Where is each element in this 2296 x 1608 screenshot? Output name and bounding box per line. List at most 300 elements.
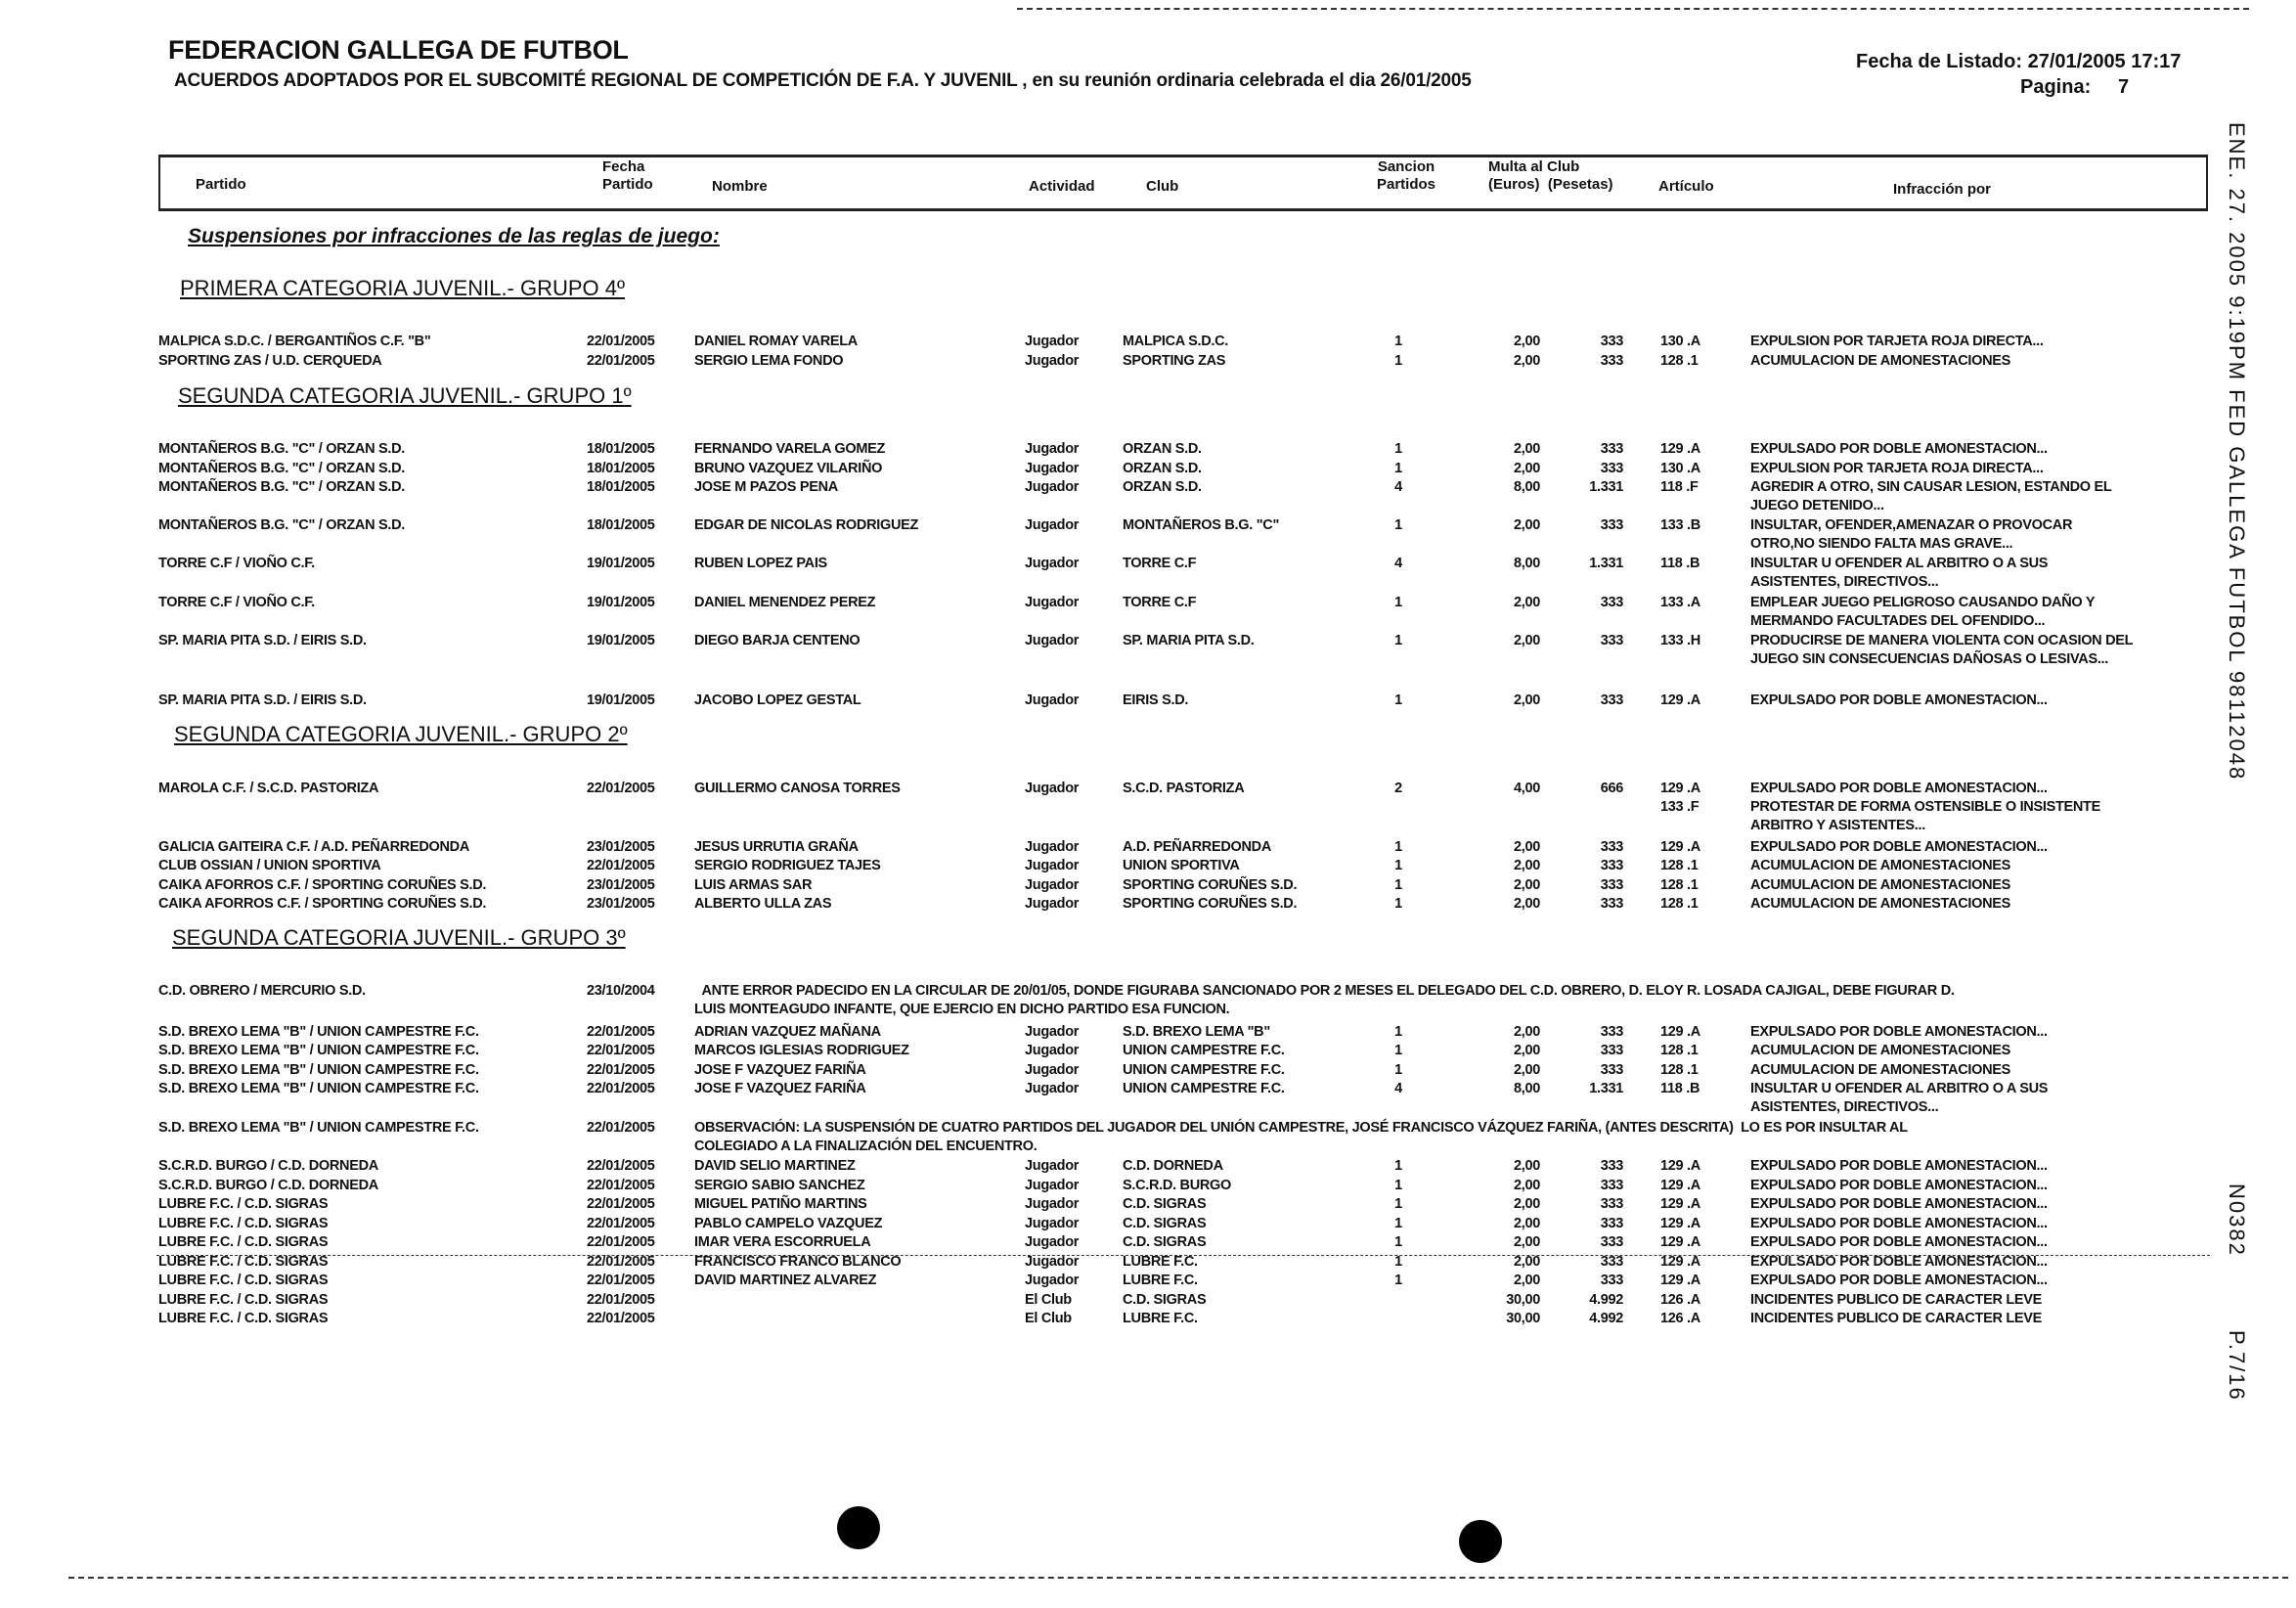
cell-actividad: Jugador bbox=[1025, 1158, 1080, 1174]
cell-fecha: 19/01/2005 bbox=[587, 595, 655, 610]
cell-sancion: 1 bbox=[1394, 595, 1402, 610]
cell-infraccion: EXPULSADO POR DOBLE AMONESTACION... bbox=[1750, 1234, 2048, 1250]
cell-nombre: GUILLERMO CANOSA TORRES bbox=[694, 781, 901, 796]
cell-pesetas: 333 bbox=[1600, 1158, 1623, 1174]
cell-club: TORRE C.F bbox=[1123, 556, 1197, 571]
cell-club: SPORTING CORUÑES S.D. bbox=[1123, 896, 1298, 912]
cell-partido: MONTAÑEROS B.G. "C" / ORZAN S.D. bbox=[158, 441, 405, 457]
cell-euros: 2,00 bbox=[1513, 517, 1540, 533]
cell-infraccion: EXPULSADO POR DOBLE AMONESTACION... bbox=[1750, 1158, 2048, 1174]
cell-club: UNION CAMPESTRE F.C. bbox=[1123, 1043, 1285, 1058]
cell-fecha: 23/10/2004 bbox=[587, 983, 655, 999]
cell-pesetas: 333 bbox=[1600, 633, 1623, 648]
page-label: Pagina: bbox=[2020, 76, 2092, 98]
cell-fecha: 22/01/2005 bbox=[587, 1024, 655, 1040]
cell-infraccion: EXPULSADO POR DOBLE AMONESTACION... bbox=[1750, 1196, 2048, 1212]
cell-nombre: DAVID MARTINEZ ALVAREZ bbox=[694, 1273, 877, 1288]
cell-nombre: ALBERTO ULLA ZAS bbox=[694, 896, 832, 912]
cell-euros: 2,00 bbox=[1513, 441, 1540, 457]
cell-infraccion: ACUMULACION DE AMONESTACIONES bbox=[1750, 896, 2010, 912]
col-actividad: Actividad bbox=[1029, 178, 1095, 195]
cell-articulo: 118 .B bbox=[1660, 556, 1700, 571]
cell-articulo: 126 .A bbox=[1660, 1311, 1700, 1326]
cell-actividad: Jugador bbox=[1025, 692, 1080, 708]
cell-club: A.D. PEÑARREDONDA bbox=[1123, 839, 1271, 855]
fax-edge-bottom bbox=[68, 1577, 2288, 1579]
cell-partido: LUBRE F.C. / C.D. SIGRAS bbox=[158, 1292, 329, 1308]
cell-actividad: Jugador bbox=[1025, 334, 1080, 349]
group-heading: PRIMERA CATEGORIA JUVENIL.- GRUPO 4º bbox=[180, 276, 626, 300]
cell-fecha: 22/01/2005 bbox=[587, 1196, 655, 1212]
cell-articulo: 128 .1 bbox=[1660, 1062, 1699, 1078]
cell-euros: 2,00 bbox=[1513, 858, 1540, 873]
page-value: 7 bbox=[2118, 76, 2130, 98]
cell-nombre: DANIEL MENENDEZ PEREZ bbox=[694, 595, 876, 610]
cell-euros: 2,00 bbox=[1513, 595, 1540, 610]
cell-pesetas: 333 bbox=[1600, 896, 1623, 912]
cell-nombre: FRANCISCO FRANCO BLANCO bbox=[694, 1254, 902, 1270]
cell-articulo: 129 .A 133 .F bbox=[1660, 781, 1700, 815]
cell-actividad: Jugador bbox=[1025, 1196, 1080, 1212]
listing-date: Fecha de Listado: 27/01/2005 17:17 bbox=[1856, 51, 2182, 72]
cell-pesetas: 333 bbox=[1600, 1024, 1623, 1040]
cell-sancion: 1 bbox=[1394, 1158, 1402, 1174]
cell-euros: 8,00 bbox=[1513, 1081, 1540, 1096]
document-subtitle: ACUERDOS ADOPTADOS POR EL SUBCOMITÉ REGIONAL DE COMPETICIÓN DE F.A. Y JUVENIL , en su reunión ordinaria celebrada el dia 26/01/2005 bbox=[174, 70, 1472, 91]
cell-euros: 2,00 bbox=[1513, 1196, 1540, 1212]
cell-sancion: 1 bbox=[1394, 441, 1402, 457]
cell-sancion: 1 bbox=[1394, 1043, 1402, 1058]
cell-nombre: FERNANDO VARELA GOMEZ bbox=[694, 441, 886, 457]
cell-nombre: PABLO CAMPELO VAZQUEZ bbox=[694, 1216, 883, 1231]
cell-euros: 2,00 bbox=[1513, 334, 1540, 349]
cell-partido: LUBRE F.C. / C.D. SIGRAS bbox=[158, 1273, 329, 1288]
cell-fecha: 22/01/2005 bbox=[587, 1311, 655, 1326]
group-heading: SEGUNDA CATEGORIA JUVENIL.- GRUPO 2º bbox=[174, 722, 628, 746]
cell-infraccion: ACUMULACION DE AMONESTACIONES bbox=[1750, 353, 2010, 369]
cell-fecha: 22/01/2005 bbox=[587, 334, 655, 349]
cell-sancion: 1 bbox=[1394, 1254, 1402, 1270]
cell-partido: LUBRE F.C. / C.D. SIGRAS bbox=[158, 1196, 329, 1212]
cell-sancion: 1 bbox=[1394, 353, 1402, 369]
cell-nombre: ADRIAN VAZQUEZ MAÑANA bbox=[694, 1024, 881, 1040]
cell-euros: 2,00 bbox=[1513, 353, 1540, 369]
cell-pesetas: 333 bbox=[1600, 1254, 1623, 1270]
cell-club: S.C.R.D. BURGO bbox=[1123, 1178, 1232, 1193]
cell-actividad: Jugador bbox=[1025, 1216, 1080, 1231]
cell-articulo: 129 .A bbox=[1660, 1196, 1700, 1212]
cell-actividad: Jugador bbox=[1025, 1081, 1080, 1096]
cell-partido: TORRE C.F / VIOÑO C.F. bbox=[158, 595, 315, 610]
cell-pesetas: 333 bbox=[1600, 1196, 1623, 1212]
cell-articulo: 129 .A bbox=[1660, 1158, 1700, 1174]
cell-articulo: 133 .H bbox=[1660, 633, 1700, 648]
cell-partido: LUBRE F.C. / C.D. SIGRAS bbox=[158, 1311, 329, 1326]
cell-pesetas: 1.331 bbox=[1589, 1081, 1623, 1096]
cell-euros: 2,00 bbox=[1513, 692, 1540, 708]
cell-euros: 8,00 bbox=[1513, 479, 1540, 495]
cell-pesetas: 333 bbox=[1600, 353, 1623, 369]
cell-fecha: 22/01/2005 bbox=[587, 1081, 655, 1096]
cell-infraccion: EXPULSADO POR DOBLE AMONESTACION... bbox=[1750, 1178, 2048, 1193]
cell-fecha: 19/01/2005 bbox=[587, 633, 655, 648]
cell-sancion: 4 bbox=[1394, 556, 1402, 571]
cell-euros: 2,00 bbox=[1513, 839, 1540, 855]
cell-infraccion: EXPULSADO POR DOBLE AMONESTACION... PROTESTAR DE FORMA OSTENSIBLE O INSISTENTE ARBITRO Y ASISTENTES... bbox=[1750, 781, 2100, 833]
cell-actividad: Jugador bbox=[1025, 1273, 1080, 1288]
cell-nombre: LUIS ARMAS SAR bbox=[694, 877, 813, 893]
cell-fecha: 18/01/2005 bbox=[587, 461, 655, 476]
cell-euros: 2,00 bbox=[1513, 1216, 1540, 1231]
cell-actividad: Jugador bbox=[1025, 633, 1080, 648]
cell-infraccion: EXPULSION POR TARJETA ROJA DIRECTA... bbox=[1750, 334, 2044, 349]
cell-club: C.D. SIGRAS bbox=[1123, 1234, 1207, 1250]
cell-euros: 2,00 bbox=[1513, 633, 1540, 648]
cell-club: S.D. BREXO LEMA "B" bbox=[1123, 1024, 1270, 1040]
cell-sancion: 1 bbox=[1394, 1024, 1402, 1040]
cell-club: ORZAN S.D. bbox=[1123, 479, 1202, 495]
cell-observacion: OBSERVACIÓN: LA SUSPENSIÓN DE CUATRO PARTIDOS DEL JUGADOR DEL UNIÓN CAMPESTRE, JOSÉ FRANCISCO VÁZQUEZ FARIÑA, (ANTES DESCRITA) LO ES POR INSULTAR AL COLEGIADO A LA FINALIZACIÓN DEL ENCUENTRO. bbox=[694, 1120, 1908, 1154]
cell-articulo: 118 .B bbox=[1660, 1081, 1700, 1096]
cell-actividad: El Club bbox=[1025, 1311, 1072, 1326]
cell-pesetas: 333 bbox=[1600, 1062, 1623, 1078]
cell-infraccion: EXPULSADO POR DOBLE AMONESTACION... bbox=[1750, 1024, 2048, 1040]
cell-partido: MALPICA S.D.C. / BERGANTIÑOS C.F. "B" bbox=[158, 334, 431, 349]
cell-infraccion: INSULTAR U OFENDER AL ARBITRO O A SUS ASISTENTES, DIRECTIVOS... bbox=[1750, 556, 2049, 590]
cell-club: S.C.D. PASTORIZA bbox=[1123, 781, 1245, 796]
cell-actividad: Jugador bbox=[1025, 353, 1080, 369]
cell-articulo: 128 .1 bbox=[1660, 1043, 1699, 1058]
cell-club: MONTAÑEROS B.G. "C" bbox=[1123, 517, 1280, 533]
cell-euros: 8,00 bbox=[1513, 556, 1540, 571]
cell-partido: C.D. OBRERO / MERCURIO S.D. bbox=[158, 983, 366, 999]
cell-euros: 2,00 bbox=[1513, 1158, 1540, 1174]
cell-club: UNION CAMPESTRE F.C. bbox=[1123, 1062, 1285, 1078]
cell-fecha: 22/01/2005 bbox=[587, 1062, 655, 1078]
cell-articulo: 129 .A bbox=[1660, 692, 1700, 708]
cell-fecha: 18/01/2005 bbox=[587, 441, 655, 457]
cell-pesetas: 4.992 bbox=[1589, 1311, 1623, 1326]
cell-infraccion: EXPULSADO POR DOBLE AMONESTACION... bbox=[1750, 441, 2048, 457]
cell-articulo: 129 .A bbox=[1660, 441, 1700, 457]
cell-infraccion: INCIDENTES PUBLICO DE CARACTER LEVE bbox=[1750, 1311, 2043, 1326]
cell-infraccion: PRODUCIRSE DE MANERA VIOLENTA CON OCASION DEL JUEGO SIN CONSECUENCIAS DAÑOSAS O LESIVAS... bbox=[1750, 633, 2134, 667]
cell-sancion: 1 bbox=[1394, 692, 1402, 708]
cell-euros: 2,00 bbox=[1513, 1024, 1540, 1040]
cell-pesetas: 333 bbox=[1600, 1234, 1623, 1250]
cell-sancion: 1 bbox=[1394, 1196, 1402, 1212]
cell-euros: 2,00 bbox=[1513, 1043, 1540, 1058]
col-club: Club bbox=[1146, 178, 1179, 195]
cell-actividad: Jugador bbox=[1025, 461, 1080, 476]
cell-sancion: 4 bbox=[1394, 1081, 1402, 1096]
cell-club: MALPICA S.D.C. bbox=[1123, 334, 1229, 349]
cell-infraccion: EXPULSADO POR DOBLE AMONESTACION... bbox=[1750, 1216, 2048, 1231]
cell-infraccion: ACUMULACION DE AMONESTACIONES bbox=[1750, 877, 2010, 893]
cell-articulo: 129 .A bbox=[1660, 1178, 1700, 1193]
cell-nombre: SERGIO RODRIGUEZ TAJES bbox=[694, 858, 881, 873]
cell-nombre: SERGIO LEMA FONDO bbox=[694, 353, 844, 369]
cell-pesetas: 333 bbox=[1600, 877, 1623, 893]
cell-club: UNION SPORTIVA bbox=[1123, 858, 1240, 873]
cell-partido: MONTAÑEROS B.G. "C" / ORZAN S.D. bbox=[158, 461, 405, 476]
cell-sancion: 1 bbox=[1394, 1273, 1402, 1288]
cell-fecha: 22/01/2005 bbox=[587, 1273, 655, 1288]
col-multa: Multa al Club (Euros) (Pesetas) bbox=[1488, 158, 1613, 193]
cell-partido: LUBRE F.C. / C.D. SIGRAS bbox=[158, 1216, 329, 1231]
document-title: FEDERACION GALLEGA DE FUTBOL bbox=[168, 35, 629, 65]
cell-fecha: 22/01/2005 bbox=[587, 1158, 655, 1174]
col-partido: Partido bbox=[196, 176, 246, 193]
cell-partido: MONTAÑEROS B.G. "C" / ORZAN S.D. bbox=[158, 479, 405, 495]
cell-pesetas: 333 bbox=[1600, 461, 1623, 476]
cell-nombre: DIEGO BARJA CENTENO bbox=[694, 633, 861, 648]
cell-club: LUBRE F.C. bbox=[1123, 1311, 1198, 1326]
cell-pesetas: 333 bbox=[1600, 1273, 1623, 1288]
cell-fecha: 22/01/2005 bbox=[587, 353, 655, 369]
cell-club: ORZAN S.D. bbox=[1123, 461, 1202, 476]
cell-pesetas: 4.992 bbox=[1589, 1292, 1623, 1308]
cell-fecha: 22/01/2005 bbox=[587, 858, 655, 873]
cell-articulo: 129 .A bbox=[1660, 1216, 1700, 1231]
cell-nombre: EDGAR DE NICOLAS RODRIGUEZ bbox=[694, 517, 919, 533]
cell-partido: S.D. BREXO LEMA "B" / UNION CAMPESTRE F.C. bbox=[158, 1120, 479, 1136]
cell-euros: 2,00 bbox=[1513, 896, 1540, 912]
cell-pesetas: 1.331 bbox=[1589, 479, 1623, 495]
cell-fecha: 22/01/2005 bbox=[587, 1120, 655, 1136]
cell-fecha: 19/01/2005 bbox=[587, 692, 655, 708]
cell-actividad: Jugador bbox=[1025, 1062, 1080, 1078]
cell-club: TORRE C.F bbox=[1123, 595, 1197, 610]
cell-articulo: 130 .A bbox=[1660, 461, 1700, 476]
cell-euros: 2,00 bbox=[1513, 1178, 1540, 1193]
cell-partido: MAROLA C.F. / S.C.D. PASTORIZA bbox=[158, 781, 379, 796]
cell-euros: 4,00 bbox=[1513, 781, 1540, 796]
cell-infraccion: ACUMULACION DE AMONESTACIONES bbox=[1750, 1043, 2010, 1058]
cell-articulo: 130 .A bbox=[1660, 334, 1700, 349]
cell-actividad: Jugador bbox=[1025, 479, 1080, 495]
cell-pesetas: 666 bbox=[1600, 781, 1623, 796]
cell-articulo: 129 .A bbox=[1660, 1273, 1700, 1288]
cell-infraccion: INSULTAR U OFENDER AL ARBITRO O A SUS ASISTENTES, DIRECTIVOS... bbox=[1750, 1081, 2049, 1115]
cell-club: C.D. DORNEDA bbox=[1123, 1158, 1223, 1174]
cell-fecha: 23/01/2005 bbox=[587, 839, 655, 855]
cell-fecha: 23/01/2005 bbox=[587, 877, 655, 893]
cell-partido: S.D. BREXO LEMA "B" / UNION CAMPESTRE F.C. bbox=[158, 1081, 479, 1096]
cell-nombre: JOSE F VAZQUEZ FARIÑA bbox=[694, 1081, 866, 1096]
cell-infraccion: INCIDENTES PUBLICO DE CARACTER LEVE bbox=[1750, 1292, 2043, 1308]
cell-actividad: Jugador bbox=[1025, 1178, 1080, 1193]
fax-page: P.7/16 bbox=[2225, 1330, 2249, 1402]
page-number bbox=[2020, 76, 2129, 99]
cell-nombre: DANIEL ROMAY VARELA bbox=[694, 334, 858, 349]
cell-nombre: BRUNO VAZQUEZ VILARIÑO bbox=[694, 461, 883, 476]
cell-partido: MONTAÑEROS B.G. "C" / ORZAN S.D. bbox=[158, 517, 405, 533]
cell-infraccion: AGREDIR A OTRO, SIN CAUSAR LESION, ESTANDO EL JUEGO DETENIDO... bbox=[1750, 479, 2112, 514]
cell-sancion: 1 bbox=[1394, 877, 1402, 893]
cell-sancion: 1 bbox=[1394, 1216, 1402, 1231]
cell-euros: 2,00 bbox=[1513, 1254, 1540, 1270]
cell-articulo: 128 .1 bbox=[1660, 858, 1699, 873]
cell-nombre: RUBEN LOPEZ PAIS bbox=[694, 556, 827, 571]
cell-actividad: Jugador bbox=[1025, 556, 1080, 571]
cell-partido: SP. MARIA PITA S.D. / EIRIS S.D. bbox=[158, 692, 367, 708]
cell-actividad: Jugador bbox=[1025, 781, 1080, 796]
cell-sancion: 2 bbox=[1394, 781, 1402, 796]
cell-pesetas: 333 bbox=[1600, 1043, 1623, 1058]
cell-euros: 2,00 bbox=[1513, 1234, 1540, 1250]
cell-partido: CAIKA AFORROS C.F. / SPORTING CORUÑES S.D. bbox=[158, 896, 487, 912]
cell-sancion: 1 bbox=[1394, 461, 1402, 476]
cell-actividad: Jugador bbox=[1025, 1254, 1080, 1270]
cell-sancion: 1 bbox=[1394, 1234, 1402, 1250]
cell-partido: S.D. BREXO LEMA "B" / UNION CAMPESTRE F.C. bbox=[158, 1024, 479, 1040]
cell-club: SPORTING ZAS bbox=[1123, 353, 1226, 369]
cell-actividad: Jugador bbox=[1025, 1234, 1080, 1250]
scan-artifact-line bbox=[156, 1255, 2210, 1256]
cell-sancion: 4 bbox=[1394, 479, 1402, 495]
cell-pesetas: 333 bbox=[1600, 441, 1623, 457]
cell-infraccion: ACUMULACION DE AMONESTACIONES bbox=[1750, 858, 2010, 873]
cell-infraccion: EXPULSION POR TARJETA ROJA DIRECTA... bbox=[1750, 461, 2044, 476]
cell-pesetas: 333 bbox=[1600, 1178, 1623, 1193]
cell-pesetas: 333 bbox=[1600, 517, 1623, 533]
cell-nombre: JOSE F VAZQUEZ FARIÑA bbox=[694, 1062, 866, 1078]
cell-articulo: 128 .1 bbox=[1660, 896, 1699, 912]
cell-actividad: Jugador bbox=[1025, 896, 1080, 912]
cell-fecha: 22/01/2005 bbox=[587, 1043, 655, 1058]
cell-infraccion: ACUMULACION DE AMONESTACIONES bbox=[1750, 1062, 2010, 1078]
cell-observacion: ANTE ERROR PADECIDO EN LA CIRCULAR DE 20/01/05, DONDE FIGURABA SANCIONADO POR 2 MESES EL DELEGADO DEL C.D. OBRERO, D. ELOY R. LOSADA CAJIGAL, DEBE FIGURAR D. LUIS MONTEAGUDO INFANTE, QUE EJERCIO EN DICHO PARTIDO ESA FUNCION. bbox=[694, 983, 1955, 1017]
cell-club: ORZAN S.D. bbox=[1123, 441, 1202, 457]
col-nombre: Nombre bbox=[712, 178, 768, 195]
cell-pesetas: 333 bbox=[1600, 839, 1623, 855]
cell-articulo: 133 .A bbox=[1660, 595, 1700, 610]
cell-infraccion: EXPULSADO POR DOBLE AMONESTACION... bbox=[1750, 692, 2048, 708]
cell-actividad: Jugador bbox=[1025, 877, 1080, 893]
cell-club: LUBRE F.C. bbox=[1123, 1254, 1198, 1270]
cell-partido: SP. MARIA PITA S.D. / EIRIS S.D. bbox=[158, 633, 367, 648]
cell-fecha: 18/01/2005 bbox=[587, 479, 655, 495]
cell-infraccion: EMPLEAR JUEGO PELIGROSO CAUSANDO DAÑO Y MERMANDO FACULTADES DEL OFENDIDO... bbox=[1750, 595, 2096, 629]
section-title: Suspensiones por infracciones de las reglas de juego: bbox=[188, 225, 720, 247]
cell-fecha: 18/01/2005 bbox=[587, 517, 655, 533]
cell-infraccion: EXPULSADO POR DOBLE AMONESTACION... bbox=[1750, 1273, 2048, 1288]
cell-club: C.D. SIGRAS bbox=[1123, 1292, 1207, 1308]
cell-nombre: DAVID SELIO MARTINEZ bbox=[694, 1158, 856, 1174]
group-heading: SEGUNDA CATEGORIA JUVENIL.- GRUPO 1º bbox=[178, 383, 632, 408]
cell-euros: 2,00 bbox=[1513, 1062, 1540, 1078]
cell-nombre: JACOBO LOPEZ GESTAL bbox=[694, 692, 861, 708]
cell-pesetas: 333 bbox=[1600, 858, 1623, 873]
cell-partido: S.D. BREXO LEMA "B" / UNION CAMPESTRE F.C. bbox=[158, 1043, 479, 1058]
cell-articulo: 129 .A bbox=[1660, 839, 1700, 855]
cell-actividad: Jugador bbox=[1025, 1024, 1080, 1040]
cell-fecha: 22/01/2005 bbox=[587, 1292, 655, 1308]
punch-hole bbox=[1459, 1520, 1502, 1563]
cell-sancion: 1 bbox=[1394, 517, 1402, 533]
cell-club: LUBRE F.C. bbox=[1123, 1273, 1198, 1288]
cell-actividad: El Club bbox=[1025, 1292, 1072, 1308]
cell-articulo: 118 .F bbox=[1660, 479, 1699, 495]
cell-club: C.D. SIGRAS bbox=[1123, 1196, 1207, 1212]
fax-header-line: ENE. 27. 2005 9:19PM FED GALLEGA FUTBOL 98112048 bbox=[2225, 122, 2249, 782]
col-sancion: Sancion Partidos bbox=[1377, 158, 1436, 193]
cell-nombre: JESUS URRUTIA GRAÑA bbox=[694, 839, 859, 855]
cell-pesetas: 333 bbox=[1600, 334, 1623, 349]
cell-actividad: Jugador bbox=[1025, 595, 1080, 610]
cell-nombre: MARCOS IGLESIAS RODRIGUEZ bbox=[694, 1043, 909, 1058]
cell-actividad: Jugador bbox=[1025, 858, 1080, 873]
cell-partido: CLUB OSSIAN / UNION SPORTIVA bbox=[158, 858, 381, 873]
cell-articulo: 129 .A bbox=[1660, 1234, 1700, 1250]
cell-infraccion: INSULTAR, OFENDER,AMENAZAR O PROVOCAR OTRO,NO SIENDO FALTA MAS GRAVE... bbox=[1750, 517, 2073, 552]
cell-euros: 30,00 bbox=[1506, 1311, 1540, 1326]
cell-partido: LUBRE F.C. / C.D. SIGRAS bbox=[158, 1254, 329, 1270]
group-heading: SEGUNDA CATEGORIA JUVENIL.- GRUPO 3º bbox=[172, 925, 626, 950]
cell-club: UNION CAMPESTRE F.C. bbox=[1123, 1081, 1285, 1096]
cell-sancion: 1 bbox=[1394, 858, 1402, 873]
cell-sancion: 1 bbox=[1394, 1178, 1402, 1193]
cell-partido: S.C.R.D. BURGO / C.D. DORNEDA bbox=[158, 1178, 378, 1193]
punch-hole bbox=[837, 1506, 880, 1549]
cell-actividad: Jugador bbox=[1025, 441, 1080, 457]
cell-actividad: Jugador bbox=[1025, 839, 1080, 855]
fax-edge-top bbox=[1017, 8, 2249, 10]
col-articulo: Artículo bbox=[1658, 178, 1714, 195]
fax-number: N0382 bbox=[2225, 1184, 2249, 1257]
cell-nombre: SERGIO SABIO SANCHEZ bbox=[694, 1178, 865, 1193]
cell-partido: TORRE C.F / VIOÑO C.F. bbox=[158, 556, 315, 571]
cell-club: EIRIS S.D. bbox=[1123, 692, 1189, 708]
cell-euros: 2,00 bbox=[1513, 461, 1540, 476]
cell-partido: SPORTING ZAS / U.D. CERQUEDA bbox=[158, 353, 382, 369]
cell-euros: 2,00 bbox=[1513, 877, 1540, 893]
cell-fecha: 22/01/2005 bbox=[587, 1234, 655, 1250]
cell-infraccion: EXPULSADO POR DOBLE AMONESTACION... bbox=[1750, 1254, 2048, 1270]
cell-fecha: 22/01/2005 bbox=[587, 781, 655, 796]
cell-fecha: 22/01/2005 bbox=[587, 1254, 655, 1270]
cell-club: C.D. SIGRAS bbox=[1123, 1216, 1207, 1231]
cell-articulo: 128 .1 bbox=[1660, 353, 1699, 369]
cell-actividad: Jugador bbox=[1025, 517, 1080, 533]
cell-fecha: 23/01/2005 bbox=[587, 896, 655, 912]
cell-nombre: JOSE M PAZOS PENA bbox=[694, 479, 838, 495]
cell-pesetas: 1.331 bbox=[1589, 556, 1623, 571]
cell-nombre: MIGUEL PATIÑO MARTINS bbox=[694, 1196, 867, 1212]
cell-sancion: 1 bbox=[1394, 839, 1402, 855]
cell-pesetas: 333 bbox=[1600, 595, 1623, 610]
cell-infraccion: EXPULSADO POR DOBLE AMONESTACION... bbox=[1750, 839, 2048, 855]
cell-fecha: 22/01/2005 bbox=[587, 1178, 655, 1193]
cell-club: SP. MARIA PITA S.D. bbox=[1123, 633, 1255, 648]
cell-actividad: Jugador bbox=[1025, 1043, 1080, 1058]
cell-club: SPORTING CORUÑES S.D. bbox=[1123, 877, 1298, 893]
cell-nombre: IMAR VERA ESCORRUELA bbox=[694, 1234, 871, 1250]
cell-fecha: 22/01/2005 bbox=[587, 1216, 655, 1231]
cell-partido: S.C.R.D. BURGO / C.D. DORNEDA bbox=[158, 1158, 378, 1174]
cell-euros: 30,00 bbox=[1506, 1292, 1540, 1308]
cell-partido: LUBRE F.C. / C.D. SIGRAS bbox=[158, 1234, 329, 1250]
col-fecha: Fecha Partido bbox=[602, 158, 653, 193]
cell-fecha: 19/01/2005 bbox=[587, 556, 655, 571]
cell-articulo: 133 .B bbox=[1660, 517, 1700, 533]
cell-sancion: 1 bbox=[1394, 896, 1402, 912]
cell-sancion: 1 bbox=[1394, 334, 1402, 349]
cell-sancion: 1 bbox=[1394, 1062, 1402, 1078]
col-infraccion: Infracción por bbox=[1893, 181, 1992, 198]
cell-partido: CAIKA AFORROS C.F. / SPORTING CORUÑES S.D. bbox=[158, 877, 487, 893]
